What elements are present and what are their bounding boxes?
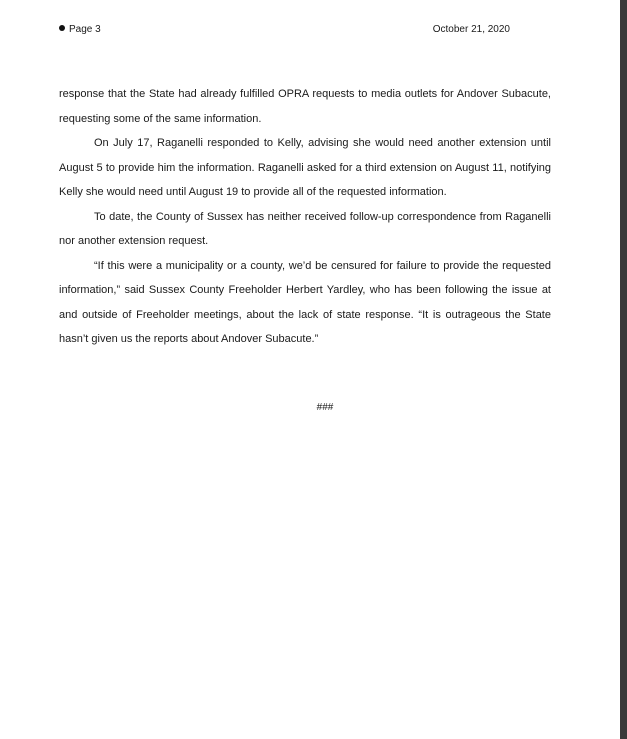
paragraph: On July 17, Raganelli responded to Kelly, advising she would need another extension until August 5 to provide him the information. Raganelli asked for a third extension on August 11, notifying Kelly she would need until August 19 to provide all of the requested information. <box>59 137 551 198</box>
bullet-icon <box>59 25 65 31</box>
viewer-edge-bar <box>620 0 627 739</box>
document-body <box>59 82 551 352</box>
page-number: Page 3 <box>69 24 101 35</box>
paragraph: response that the State had already fulfilled OPRA requests to media outlets for Andover Subacute, requesting some of the same information. <box>59 88 551 125</box>
paragraph: “If this were a municipality or a county, we’d be censured for failure to provide the requested information,” said Sussex County Freeholder Herbert Yardley, who has been following the issue at and outside of Freeholder meetings, about the lack of state response. “It is outrageous the State hasn’t given us the reports about Andover Subacute.” <box>59 259 551 345</box>
paragraph: To date, the County of Sussex has neither received follow-up correspondence from Raganelli nor another extension request. <box>59 210 551 247</box>
page-header <box>59 22 510 38</box>
end-mark: ### <box>316 402 334 413</box>
header-date: October 21, 2020 <box>432 24 510 35</box>
